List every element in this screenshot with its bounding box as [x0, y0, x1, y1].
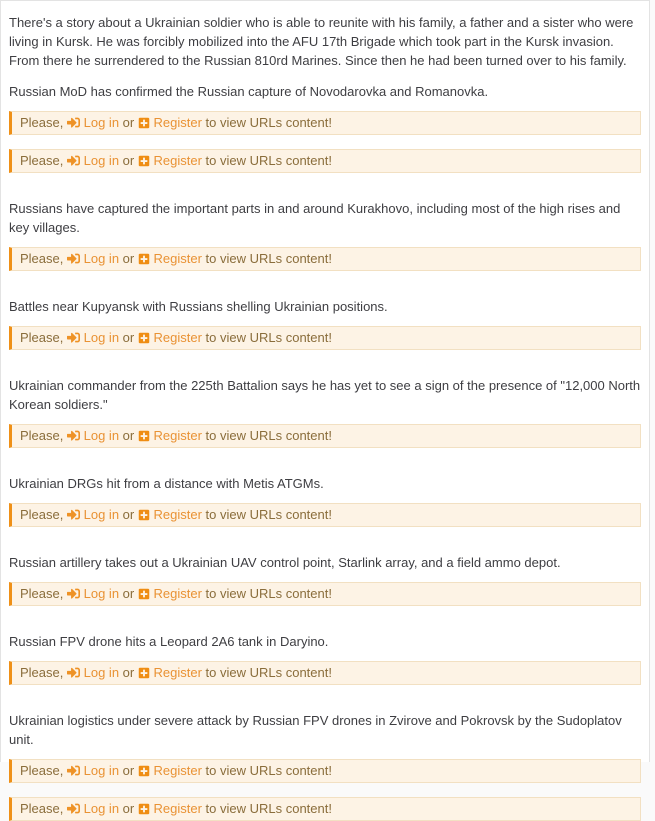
- login-register-notice: [9, 111, 641, 135]
- register-link[interactable]: [138, 586, 202, 601]
- sign-in-icon: [67, 252, 80, 266]
- login-register-notice: [9, 582, 641, 606]
- register-link-label: Register: [153, 115, 202, 130]
- notice-suffix-text: to view URLs content!: [205, 507, 332, 522]
- post-paragraph: There's a story about a Ukrainian soldier who is able to reunite with his family, a father and a sister who were living in Kursk. He was forcibly mobilized into the AFU 17th Brigade which took part in the Kursk invasion. From there he surrendered to the Russian 810rd Marines. Since then he had been turned over to his family.: [9, 15, 634, 68]
- login-link[interactable]: [67, 586, 119, 601]
- register-link[interactable]: [138, 251, 202, 266]
- login-link-label: Log in: [83, 507, 120, 522]
- notice-or-text: or: [122, 428, 135, 443]
- post-paragraph: Ukrainian logistics under severe attack by Russian FPV drones in Zvirove and Pokrovsk by the Sudoplatov unit.: [9, 713, 622, 747]
- login-link[interactable]: [67, 507, 119, 522]
- login-link-label: Log in: [83, 428, 120, 443]
- login-link[interactable]: [67, 428, 119, 443]
- login-link[interactable]: [67, 251, 119, 266]
- notice-please-text: Please,: [20, 251, 64, 266]
- notice-or-text: or: [122, 801, 135, 816]
- notice-or-text: or: [122, 507, 135, 522]
- notice-suffix-text: to view URLs content!: [205, 153, 332, 168]
- notice-or-text: or: [122, 251, 135, 266]
- plus-square-icon: [138, 587, 150, 601]
- register-link-label: Register: [153, 665, 202, 680]
- sign-in-icon: [67, 508, 80, 522]
- notice-or-text: or: [122, 153, 135, 168]
- notice-or-text: or: [122, 330, 135, 345]
- notice-suffix-text: to view URLs content!: [205, 586, 332, 601]
- login-register-notice: [9, 424, 641, 448]
- register-link[interactable]: [138, 330, 202, 345]
- sign-in-icon: [67, 116, 80, 130]
- notice-suffix-text: to view URLs content!: [205, 428, 332, 443]
- login-link-label: Log in: [83, 801, 120, 816]
- notice-suffix-text: to view URLs content!: [205, 330, 332, 345]
- sign-in-icon: [67, 154, 80, 168]
- login-link[interactable]: [67, 763, 119, 778]
- register-link-label: Register: [153, 153, 202, 168]
- login-register-notice: [9, 759, 641, 783]
- register-link-label: Register: [153, 801, 202, 816]
- plus-square-icon: [138, 508, 150, 522]
- notice-please-text: Please,: [20, 801, 64, 816]
- register-link-label: Register: [153, 330, 202, 345]
- login-register-notice: [9, 247, 641, 271]
- plus-square-icon: [138, 154, 150, 168]
- notice-suffix-text: to view URLs content!: [205, 665, 332, 680]
- notice-suffix-text: to view URLs content!: [205, 763, 332, 778]
- notice-or-text: or: [122, 115, 135, 130]
- sign-in-icon: [67, 587, 80, 601]
- post-paragraph: Russians have captured the important parts in and around Kurakhovo, including most of the high rises and key villages.: [9, 201, 621, 235]
- login-register-notice: [9, 797, 641, 821]
- login-register-notice: [9, 149, 641, 173]
- plus-square-icon: [138, 764, 150, 778]
- post-paragraph: Russian FPV drone hits a Leopard 2A6 tank in Daryino.: [9, 634, 329, 649]
- register-link-label: Register: [153, 251, 202, 266]
- post-paragraph: Battles near Kupyansk with Russians shelling Ukrainian positions.: [9, 299, 388, 314]
- login-link-label: Log in: [83, 115, 120, 130]
- login-link-label: Log in: [83, 665, 120, 680]
- register-link-label: Register: [153, 763, 202, 778]
- notice-please-text: Please,: [20, 428, 64, 443]
- register-link-label: Register: [153, 428, 202, 443]
- notice-please-text: Please,: [20, 665, 64, 680]
- post-paragraph: Russian MoD has confirmed the Russian capture of Novodarovka and Romanovka.: [9, 84, 489, 99]
- login-register-notice: [9, 661, 641, 685]
- login-link-label: Log in: [83, 251, 120, 266]
- notice-suffix-text: to view URLs content!: [205, 801, 332, 816]
- login-link[interactable]: [67, 153, 119, 168]
- post-paragraph: Russian artillery takes out a Ukrainian UAV control point, Starlink array, and a field ammo depot.: [9, 555, 561, 570]
- register-link-label: Register: [153, 586, 202, 601]
- notice-please-text: Please,: [20, 330, 64, 345]
- post-paragraph: Ukrainian commander from the 225th Battalion says he has yet to see a sign of the presence of "12,000 North Korean soldiers.": [9, 378, 641, 412]
- plus-square-icon: [138, 429, 150, 443]
- login-link-label: Log in: [83, 153, 120, 168]
- register-link[interactable]: [138, 763, 202, 778]
- register-link[interactable]: [138, 115, 202, 130]
- login-register-notice: [9, 326, 641, 350]
- post-paragraph: Ukrainian DRGs hit from a distance with Metis ATGMs.: [9, 476, 324, 491]
- notice-please-text: Please,: [20, 115, 64, 130]
- login-link-label: Log in: [83, 586, 120, 601]
- sign-in-icon: [67, 429, 80, 443]
- plus-square-icon: [138, 252, 150, 266]
- sign-in-icon: [67, 764, 80, 778]
- register-link[interactable]: [138, 428, 202, 443]
- notice-or-text: or: [122, 586, 135, 601]
- sign-in-icon: [67, 331, 80, 345]
- login-link-label: Log in: [83, 763, 120, 778]
- notice-please-text: Please,: [20, 153, 64, 168]
- sign-in-icon: [67, 666, 80, 680]
- register-link[interactable]: [138, 153, 202, 168]
- register-link-label: Register: [153, 507, 202, 522]
- plus-square-icon: [138, 331, 150, 345]
- login-link-label: Log in: [83, 330, 120, 345]
- sign-in-icon: [67, 802, 80, 816]
- notice-please-text: Please,: [20, 586, 64, 601]
- register-link[interactable]: [138, 801, 202, 816]
- register-link[interactable]: [138, 665, 202, 680]
- plus-square-icon: [138, 116, 150, 130]
- notice-please-text: Please,: [20, 507, 64, 522]
- notice-or-text: or: [122, 665, 135, 680]
- login-link[interactable]: [67, 665, 119, 680]
- login-register-notice: [9, 503, 641, 527]
- notice-or-text: or: [122, 763, 135, 778]
- plus-square-icon: [138, 802, 150, 816]
- register-link[interactable]: [138, 507, 202, 522]
- login-link[interactable]: [67, 115, 119, 130]
- login-link[interactable]: [67, 330, 119, 345]
- notice-please-text: Please,: [20, 763, 64, 778]
- notice-suffix-text: to view URLs content!: [205, 115, 332, 130]
- plus-square-icon: [138, 666, 150, 680]
- notice-suffix-text: to view URLs content!: [205, 251, 332, 266]
- login-link[interactable]: [67, 801, 119, 816]
